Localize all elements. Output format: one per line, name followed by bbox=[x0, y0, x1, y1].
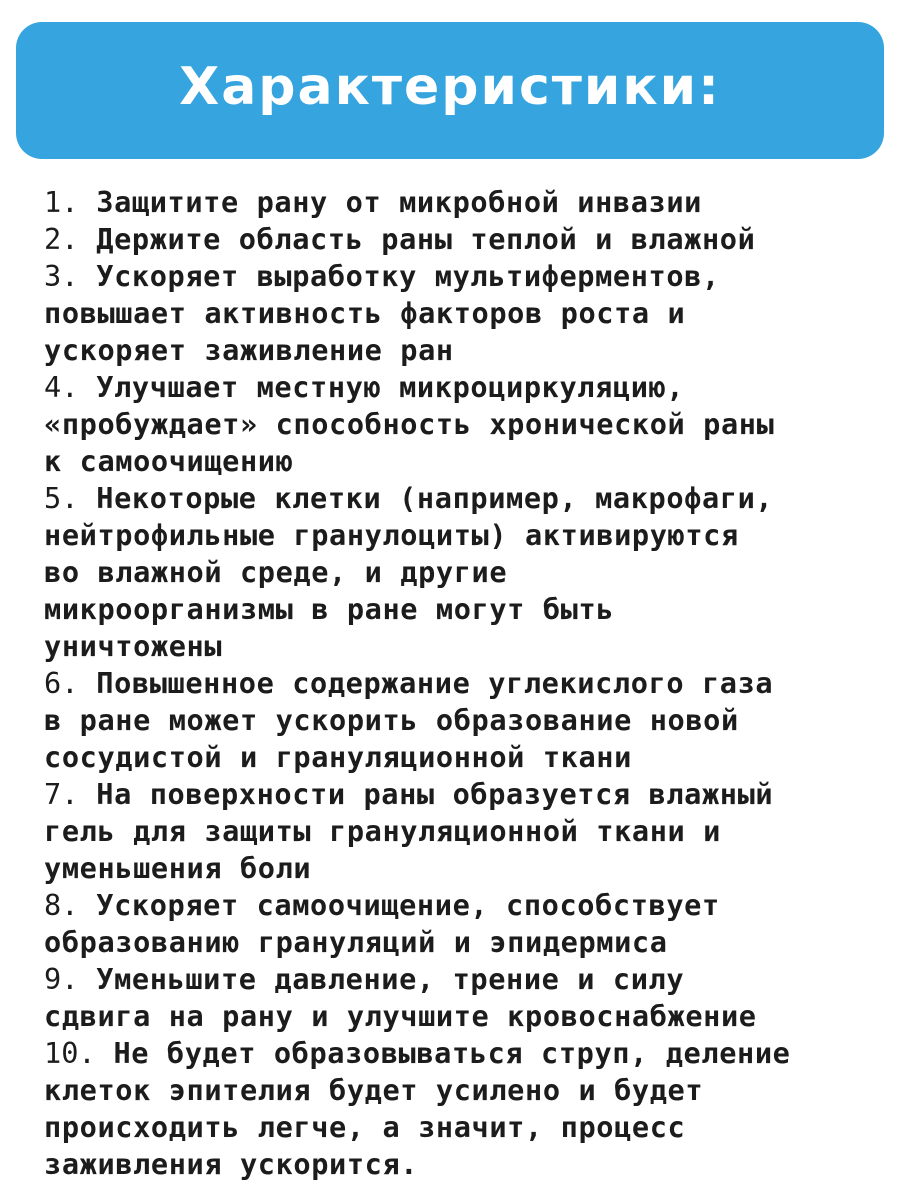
feature-number: 10. bbox=[44, 1036, 96, 1070]
feature-text: Держите область раны теплой и влажной bbox=[96, 222, 756, 256]
feature-number: 6. bbox=[44, 666, 79, 700]
feature-text: Повышенное содержание углекислого газа в ране может ускорить образование новой сосудистой и грануляционной ткани bbox=[44, 666, 774, 774]
feature-item-7 bbox=[44, 776, 874, 887]
feature-number: 4. bbox=[44, 370, 79, 404]
feature-text: Некоторые клетки (например, макрофаги, нейтрофильные гранулоциты) активируются во влажной среде, и другие микроорганизмы в ране могут быть уничтожены bbox=[44, 481, 774, 663]
feature-item-2 bbox=[44, 221, 874, 258]
feature-number: 8. bbox=[44, 888, 79, 922]
feature-text: Защитите рану от микробной инвазии bbox=[96, 185, 702, 219]
feature-item-4 bbox=[44, 369, 874, 480]
feature-number: 7. bbox=[44, 777, 79, 811]
feature-text: Ускоряет самоочищение, способствует образованию грануляций и эпидермиса bbox=[44, 888, 720, 959]
feature-number: 5. bbox=[44, 481, 79, 515]
feature-text: Не будет образовываться струп, деление клеток эпителия будет усилено и будет происходить легче, а значит, процесс заживления ускорится. bbox=[44, 1036, 791, 1181]
feature-text: Улучшает местную микроциркуляцию, «пробуждает» способность хронической раны к самоочищению bbox=[44, 370, 775, 478]
features-list bbox=[44, 184, 874, 1183]
feature-item-5 bbox=[44, 480, 874, 665]
feature-item-8 bbox=[44, 887, 874, 961]
feature-text: На поверхности раны образуется влажный гель для защиты грануляционной ткани и уменьшения боли bbox=[44, 777, 774, 885]
feature-text: Ускоряет выработку мультиферментов, повышает активность факторов роста и ускоряет заживление ран bbox=[44, 259, 720, 367]
feature-item-10 bbox=[44, 1035, 874, 1183]
feature-number: 9. bbox=[44, 962, 79, 996]
feature-item-1 bbox=[44, 184, 874, 221]
feature-item-3 bbox=[44, 258, 874, 369]
header-banner bbox=[16, 22, 884, 159]
feature-number: 3. bbox=[44, 259, 79, 293]
feature-item-6 bbox=[44, 665, 874, 776]
page-title: Характеристики: bbox=[179, 56, 721, 117]
feature-text: Уменьшите давление, трение и силу сдвига на рану и улучшите кровоснабжение bbox=[44, 962, 757, 1033]
feature-number: 2. bbox=[44, 222, 79, 256]
feature-item-9 bbox=[44, 961, 874, 1035]
feature-number: 1. bbox=[44, 185, 79, 219]
